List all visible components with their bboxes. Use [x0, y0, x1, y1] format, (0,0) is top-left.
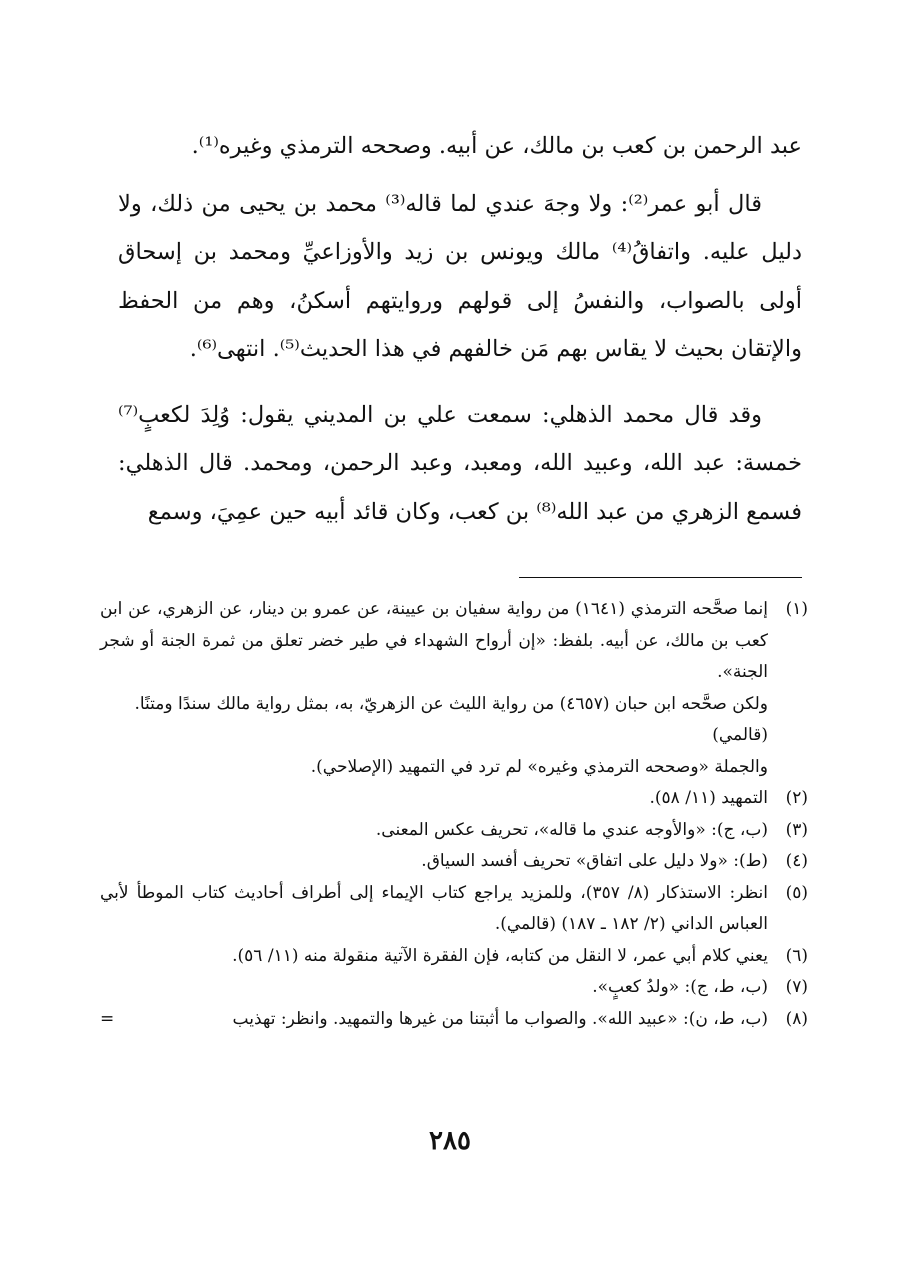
footnote-text: (ب، ط، ج): «ولدُ كعبٍ». [592, 977, 768, 997]
footnote-text: إنما صحَّحه الترمذي (١٦٤١) من رواية سفيان بن عيينة، عن عمرو بن دينار، عن الزهري، عن ابن كعب بن مالك، عن أبيه. بلفظ: «إن أرواح الشهداء في طير خضر تعلق من ثمرة الجنة أو شجر الجنة». [100, 599, 768, 682]
page-number: ٢٨٥ [429, 1126, 471, 1156]
footnote-number: (٥) [785, 882, 808, 903]
continuation-mark: = [100, 1008, 115, 1029]
footnote-1-continuation-2: والجملة «وصححه الترمذي وغيره» لم ترد في التمهيد (الإصلاحي). [310, 756, 768, 777]
footnote-1-continuation-1: ولكن صحَّحه ابن حبان (٤٦٥٧) من رواية الليث عن الزهريّ، به، بمثل رواية مالك سندًا ومتنًا. (قالمي) [134, 693, 768, 745]
footnote-number: (٣) [785, 819, 808, 840]
footnote-4 [100, 846, 808, 878]
footnote-8-text: (ب، ط، ن): «عبيد الله». والصواب ما أثبتنا من غيرها والتمهيد. وانظر: تهذيب [232, 1008, 768, 1029]
paragraph-1: عبد الرحمن بن كعب بن مالك، عن أبيه. وصححه الترمذي وغيره⁽¹⁾. [191, 133, 802, 159]
footnote-text: التمهيد (١١/ ٥٨). [649, 788, 768, 808]
footnote-8 [100, 1004, 808, 1036]
footnote-text: (ط): «ولا دليل على اتفاق» تحريف أفسد السياق. [421, 851, 768, 871]
footnote-2 [100, 783, 808, 815]
footnote-number: (٤) [785, 851, 808, 871]
footnote-text [100, 1004, 768, 1036]
footnote-5 [100, 878, 808, 941]
paragraph-2: قال أبو عمر⁽²⁾: ولا وجهَ عندي لما قاله⁽³⁾ محمد بن يحيى من ذلك، ولا دليل عليه. واتفاقُ⁽⁴⁾ مالك ويونس بن زيد والأوزاعيِّ ومحمد بن إسحاق أولى بالصواب، والنفسُ إلى قولهم وروايتهم أسكنُ، وهم من الحفظ والإتقان بحيث لا يقاس بهم مَن خالفهم في هذا الحديث⁽⁵⁾. انتهى⁽⁶⁾. [118, 190, 802, 362]
footnote-divider [519, 577, 802, 578]
footnote-3 [100, 815, 808, 847]
footnote-number: (٨) [785, 1008, 808, 1029]
footnote-7 [100, 972, 808, 1004]
footnote-number: (٧) [785, 977, 808, 997]
footnote-text: يعني كلام أبي عمر، لا النقل من كتابه، فإن الفقرة الآتية منقولة منه (١١/ ٥٦). [232, 945, 768, 966]
main-text [118, 122, 802, 536]
footnote-1 [100, 594, 808, 689]
footnotes [100, 594, 808, 1035]
footnote-text: انظر: الاستذكار (٨/ ٣٥٧)، وللمزيد يراجع كتاب الإيماء إلى أطراف أحاديث كتاب الموطأ لأبي العباس الداني (٢/ ١٨٢ ـ ١٨٧) (قالمي). [100, 882, 769, 934]
footnote-number: (٦) [785, 945, 808, 966]
paragraph-3: وقد قال محمد الذهلي: سمعت علي بن المديني يقول: وُلِدَ لكعبٍ⁽⁷⁾ خمسة: عبد الله، وعبيد الله، ومعبد، وعبد الرحمن، ومحمد. قال الذهلي: فسمع الزهري من عبد الله⁽⁸⁾ بن كعب، وكان قائد أبيه حين عمِيَ، وسمع [118, 401, 802, 525]
footnote-6 [100, 941, 808, 973]
footnote-number: (١) [785, 599, 808, 619]
footnote-number: (٢) [785, 788, 808, 808]
footnote-text: (ب، ج): «والأوجه عندي ما قاله»، تحريف عكس المعنى. [375, 819, 768, 840]
